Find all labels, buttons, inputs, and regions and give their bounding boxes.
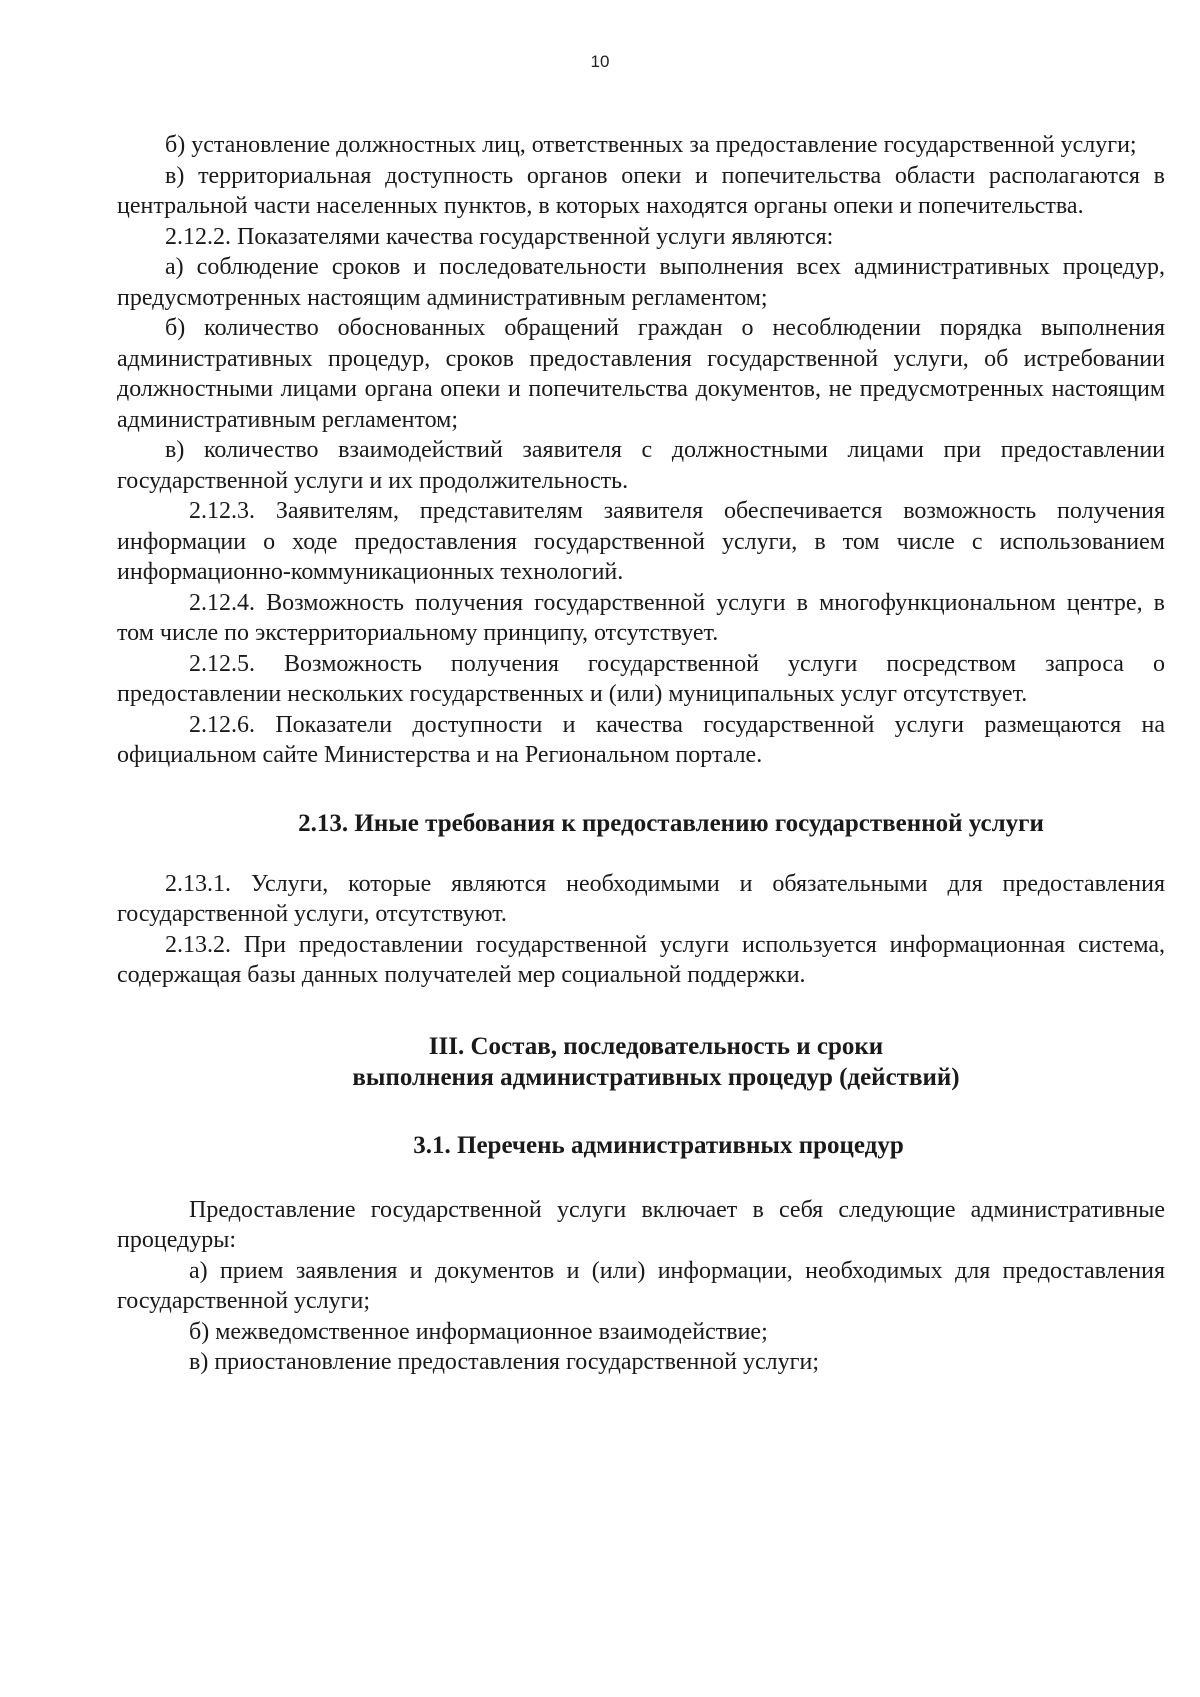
heading-section-3-line2: выполнения административных процедур (действий) bbox=[352, 1063, 960, 1091]
paragraph-v-interactions: в) количество взаимодействий заявителя с должностными лицами при предоставлении государственной услуги и их продолжительность. bbox=[117, 437, 1165, 494]
paragraph-b-justified-appeals: б) количество обоснованных обращений граждан о несоблюдении порядка выполнения административных процедур, сроков предоставления государственной услуги, об истребовании должностными лицами органа опеки и попечительства документов, не предусмотренных настоящим административным регламентом; bbox=[117, 315, 1165, 433]
paragraph-3-1-b: б) межведомственное информационное взаимодействие; bbox=[189, 1318, 768, 1345]
paragraph-a-compliance-deadlines: а) соблюдение сроков и последовательности выполнения всех административных процедур, предусмотренных настоящим административным регламентом; bbox=[117, 254, 1165, 311]
paragraph-v-territorial-accessibility: в) территориальная доступность органов опеки и попечительства области располагаются в центральной части населенных пунктов, в которых находятся органы опеки и попечительства. bbox=[117, 162, 1165, 219]
paragraph-3-1-intro: Предоставление государственной услуги включает в себя следующие административные процедуры: bbox=[117, 1196, 1165, 1253]
paragraph-2-12-3: 2.12.3. Заявителям, представителям заявителя обеспечивается возможность получения информации о ходе предоставления государственной услуги, в том числе с использованием информационно-коммуникационных технологий. bbox=[117, 498, 1165, 585]
paragraph-2-12-5: 2.12.5. Возможность получения государственной услуги посредством запроса о предоставлении нескольких государственных и (или) муниципальных услуг отсутствует. bbox=[117, 650, 1165, 707]
paragraph-2-13-2: 2.13.2. При предоставлении государственной услуги используется информационная система, содержащая базы данных получателей мер социальной поддержки. bbox=[117, 931, 1165, 988]
heading-section-3 bbox=[117, 1031, 1165, 1093]
paragraph-b-responsible-officials: б) установление должностных лиц, ответственных за предоставление государственной услуги; bbox=[165, 132, 1137, 158]
heading-3-1: 3.1. Перечень административных процедур bbox=[413, 1131, 904, 1159]
paragraph-2-13-1: 2.13.1. Услуги, которые являются необходимыми и обязательными для предоставления государственной услуги, отсутствуют. bbox=[117, 870, 1165, 927]
paragraph-3-1-a: а) прием заявления и документов и (или) информации, необходимых для предоставления государственной услуги; bbox=[117, 1257, 1165, 1314]
paragraph-3-1-v: в) приостановление предоставления государственной услуги; bbox=[189, 1349, 819, 1375]
paragraph-2-12-2: 2.12.2. Показателями качества государственной услуги являются: bbox=[165, 223, 834, 250]
heading-2-13: 2.13. Иные требования к предоставлению государственной услуги bbox=[298, 809, 1044, 837]
page-number: 10 bbox=[590, 52, 610, 71]
document-body bbox=[117, 130, 1165, 1378]
heading-section-3-line1: III. Состав, последовательность и сроки bbox=[428, 1032, 884, 1060]
paragraph-2-12-6: 2.12.6. Показатели доступности и качества государственной услуги размещаются на официальном сайте Министерства и на Региональном портале. bbox=[117, 711, 1165, 768]
paragraph-2-12-4: 2.12.4. Возможность получения государственной услуги в многофункциональном центре, в том числе по экстерриториальному принципу, отсутствует. bbox=[117, 589, 1165, 646]
